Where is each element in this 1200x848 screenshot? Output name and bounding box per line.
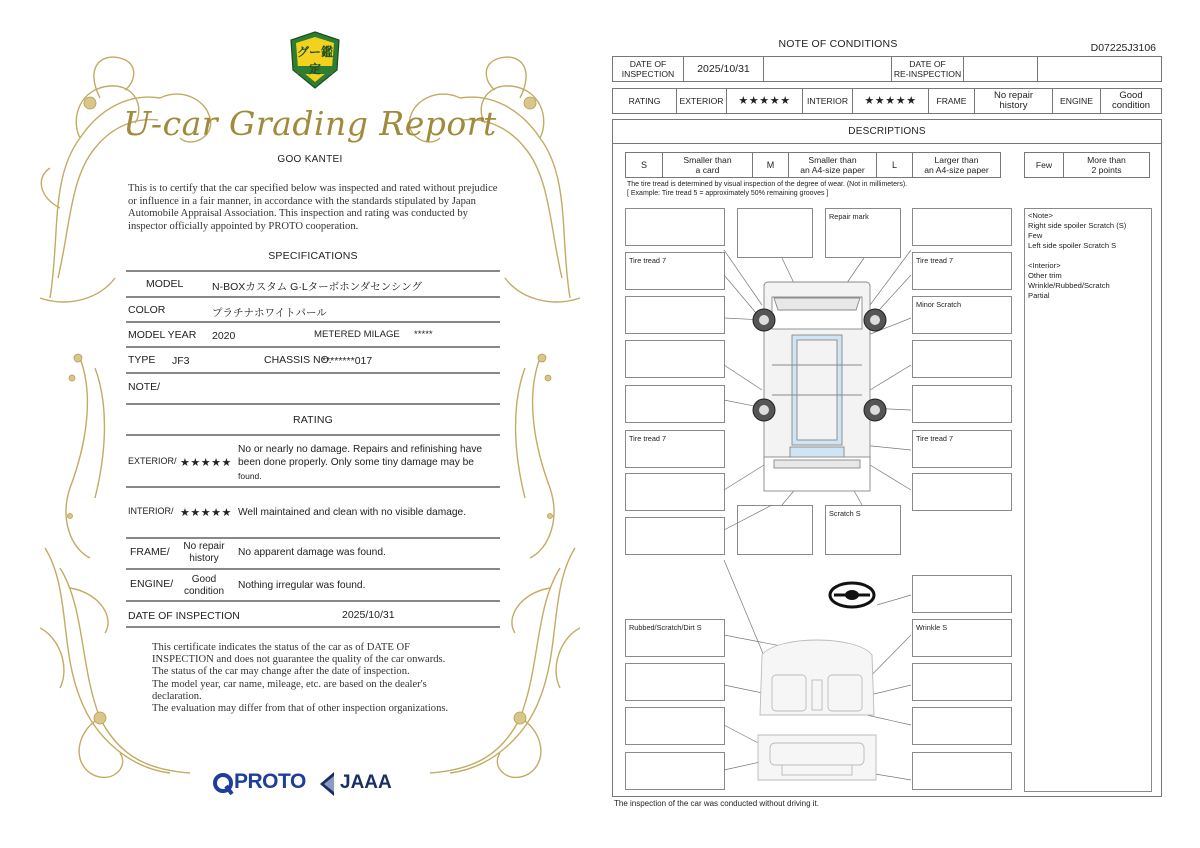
disclaimer-line: The status of the car may change after the date of inspection. — [152, 666, 410, 678]
model-year-value: 2020 — [212, 330, 236, 342]
interior-stars: ★★★★★ — [180, 507, 232, 519]
report-subtitle: GOO KANTEI — [277, 154, 343, 165]
legend-few: Few — [1035, 160, 1053, 170]
rating-label: RATING — [628, 96, 661, 106]
side-note-line: Partial — [1028, 291, 1050, 300]
divider — [126, 626, 500, 628]
disclaimer-line: The evaluation may differ from that of other inspection organizations. — [152, 703, 449, 715]
disclaimer-line: INSPECTION and does not guarantee the quality of the car onwards. — [152, 654, 446, 666]
engine-description: Nothing irregular was found. — [238, 580, 366, 591]
model-value: N-BOXカスタム G·Lターボホンダセンシング — [212, 281, 423, 293]
interior-description: Well maintained and clean with no visible damage. — [238, 507, 467, 518]
engine-label: ENGINE/ — [130, 578, 174, 590]
legend-line: 2 points — [1091, 165, 1122, 175]
divider — [126, 270, 500, 272]
value-line: condition — [1111, 100, 1151, 111]
legend-line: Smaller than — [808, 155, 857, 165]
box-label: Tire tread 7 — [629, 256, 667, 265]
frame-description: No apparent damage was found. — [238, 547, 386, 558]
side-note-line: Left side spoiler Scratch S — [1028, 241, 1117, 250]
color-label: COLOR — [128, 304, 166, 316]
value-line: Good — [1119, 90, 1143, 101]
side-note-line: <Interior> — [1028, 261, 1061, 270]
exterior-description-cont: found. — [238, 471, 262, 481]
divider — [126, 321, 500, 323]
exterior-label: EXTERIOR/ — [128, 456, 177, 466]
report-title: U-car Grading Report — [123, 104, 497, 143]
exterior-description: No or nearly no damage. Repairs and refinishing have been done properly. Only some tiny damage may be — [238, 444, 483, 468]
specifications-heading: SPECIFICATIONS — [268, 250, 358, 262]
frame-value-line2: history — [189, 553, 219, 564]
side-note-line: Wrinkle/Rubbed/Scratch — [1028, 281, 1110, 290]
badge-text: グー鑑定 — [296, 45, 333, 76]
exterior-stars: ★★★★★ — [180, 457, 232, 469]
box-label: Rubbed/Scratch/Dirt S — [629, 623, 702, 632]
frame-label: FRAME/ — [130, 546, 170, 558]
side-note-line: Few — [1028, 231, 1043, 240]
legend-line: Smaller than — [683, 155, 732, 165]
color-value: プラチナホワイトパール — [212, 307, 327, 319]
engine-value-line2: condition — [183, 586, 225, 597]
metered-mileage-label: METERED MILAGE — [314, 329, 400, 340]
metered-mileage-value: ***** — [414, 329, 433, 340]
chassis-value: ********017 — [322, 355, 373, 367]
tread-note-line: The tire tread is determined by visual inspection of the degree of wear. (Not in millimeters). — [627, 181, 908, 188]
box-label: Minor Scratch — [916, 300, 962, 309]
legend-line: a card — [695, 165, 720, 175]
value-line: history — [999, 100, 1028, 111]
note-of-conditions — [612, 35, 1164, 815]
legend-l: L — [876, 153, 912, 177]
divider — [126, 296, 500, 298]
divider — [126, 600, 500, 602]
car-condition-diagram — [612, 35, 1164, 815]
exterior-stars: ★★★★★ — [726, 89, 802, 113]
legend-line: Larger than — [934, 155, 979, 165]
date-of-inspection-label: DATE OF INSPECTION — [128, 610, 240, 622]
jaaa-logo: JAAA — [340, 772, 392, 793]
model-year-label: MODEL YEAR — [128, 329, 197, 341]
legend-line: an A4-size paper — [924, 165, 989, 175]
divider — [126, 568, 500, 570]
interior-label: INTERIOR — [802, 89, 852, 113]
engine-value — [176, 574, 232, 598]
inspection-footnote: The inspection of the car was conducted without driving it. — [614, 799, 819, 808]
label-line: DATE OF — [629, 59, 667, 69]
box-label: Tire tread 7 — [629, 434, 667, 443]
interior-label: INTERIOR/ — [128, 506, 174, 516]
date-of-inspection-value: 2025/10/31 — [342, 609, 395, 621]
box-label: Tire tread 7 — [916, 434, 954, 443]
label-line: RE-INSPECTION — [893, 69, 962, 79]
disclaimer-line: The model year, car name, mileage, etc. are based on the dealer's — [152, 678, 427, 690]
divider — [126, 486, 500, 488]
side-note-line: Right side spoiler Scratch (S) — [1028, 221, 1127, 230]
jaaa-logo-mark-icon — [318, 770, 338, 798]
legend-s: S — [640, 160, 647, 170]
side-note-line: <Note> — [1028, 211, 1053, 220]
document-id: D07225J3106 — [1090, 42, 1156, 54]
note-title: NOTE OF CONDITIONS — [778, 38, 898, 50]
tread-note-line: [ Example: Tire tread 5 = approximately 50% remaining grooves ] — [627, 190, 829, 197]
interior-stars: ★★★★★ — [852, 89, 928, 113]
date-inspection-value: 2025/10/31 — [683, 57, 763, 81]
frame-value — [176, 541, 232, 565]
box-label: Scratch S — [829, 509, 861, 518]
frame-label: FRAME — [928, 89, 974, 113]
value-line: No repair — [993, 90, 1034, 101]
grading-certificate — [40, 28, 580, 828]
divider — [126, 403, 500, 405]
proto-logo: PROTO — [234, 770, 306, 793]
proto-logo-mark-icon — [212, 772, 234, 796]
model-label: MODEL — [146, 278, 184, 290]
descriptions-heading: DESCRIPTIONS — [613, 120, 1161, 144]
engine-label: ENGINE — [1052, 89, 1100, 113]
type-label: TYPE — [128, 354, 156, 366]
chassis-label: CHASSIS NO. — [264, 354, 332, 366]
exterior-label: EXTERIOR — [676, 89, 726, 113]
divider — [126, 372, 500, 374]
box-label: Wrinkle S — [916, 623, 948, 632]
divider — [126, 434, 500, 436]
divider — [126, 346, 500, 348]
divider — [126, 537, 500, 539]
disclaimer-line: declaration. — [152, 690, 202, 702]
side-note-line: Other trim — [1028, 271, 1062, 280]
legend-m: M — [752, 153, 788, 177]
note-label: NOTE/ — [128, 381, 161, 393]
box-label: Repair mark — [829, 212, 869, 221]
rating-heading: RATING — [292, 414, 334, 426]
type-value: JF3 — [172, 355, 190, 367]
certification-statement: This is to certify that the car specified below was inspected and rated without prejudice or influence in a fair manner, in accordance with the standards stipulated by Japan Automobile Appraisal Association. This inspection and rating was conducted by inspector officially appointed by PROTO cooperation. — [128, 183, 498, 232]
label-line: DATE OF — [909, 59, 946, 69]
label-line: INSPECTION — [621, 69, 675, 79]
disclaimer-line: This certificate indicates the status of the car as of DATE OF — [152, 642, 410, 653]
legend-line: an A4-size paper — [800, 165, 865, 175]
certificate-disclaimer — [152, 642, 492, 715]
legend-line: More than — [1087, 155, 1126, 165]
engine-value-line1: Good — [191, 574, 217, 585]
frame-value-line1: No repair — [183, 541, 225, 552]
box-label: Tire tread 7 — [916, 256, 954, 265]
